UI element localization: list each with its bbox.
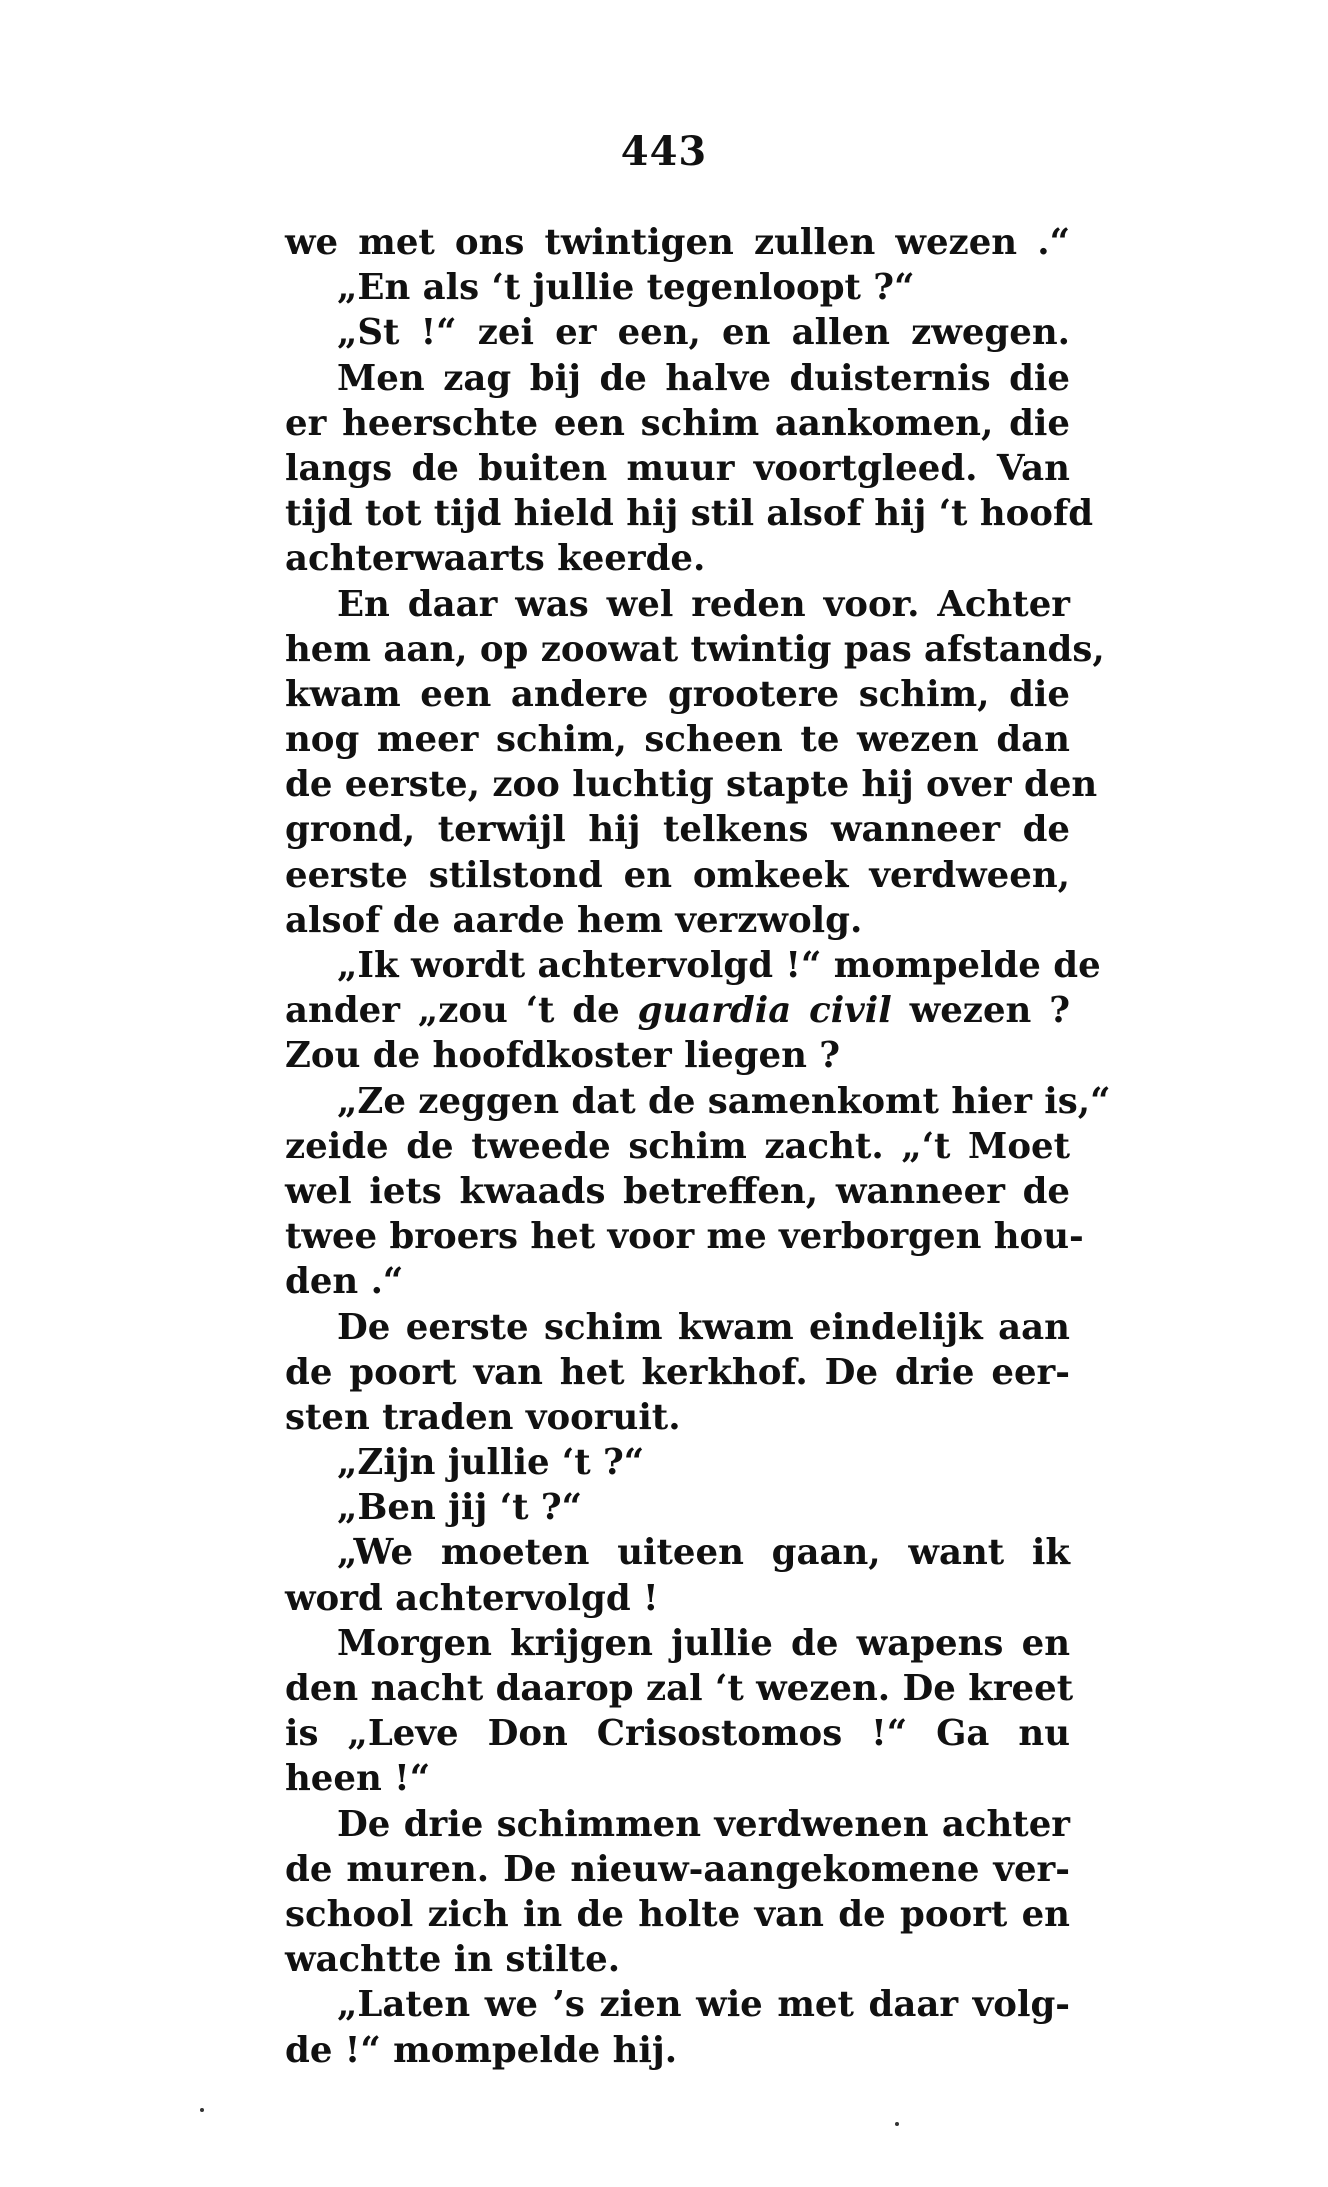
text-line-content: de poort van het kerkhof. De drie eer-	[285, 1351, 1070, 1393]
text-line-content: „Ik wordt achtervolgd !“ mompelde de	[337, 945, 1101, 986]
text-line-content: tijd tot tijd hield hij stil alsof hij ‘t hoofd	[285, 493, 1094, 535]
page-number: 443	[620, 128, 708, 175]
text-line-content: wachtte in stilte.	[285, 1939, 621, 1981]
text-line	[285, 1033, 1070, 1078]
text-line	[285, 401, 1070, 446]
text-line	[285, 582, 1070, 627]
text-line-content: ander „zou ‘t de	[285, 990, 638, 1032]
text-line-content: hem aan, op zoowat twintig pas afstands,	[285, 628, 1105, 670]
text-line	[285, 1530, 1070, 1575]
text-line	[285, 1259, 1070, 1304]
text-line-content: wezen ?	[891, 990, 1070, 1032]
text-line	[285, 1214, 1084, 1259]
text-line-content: er heerschte een schim aankomen, die	[285, 402, 1070, 444]
text-line-content: de eerste, zoo luchtig stapte hij over den	[285, 764, 1098, 806]
text-line-content: De eerste schim kwam eindelijk aan	[337, 1306, 1070, 1348]
text-line-content: is „Leve Don Crisostomos !“ Ga nu	[285, 1713, 1070, 1755]
text-line-content: En daar was wel reden voor. Achter	[337, 583, 1070, 625]
text-line-content: de muren. De nieuw-aangekomene ver-	[285, 1848, 1070, 1890]
text-line-content: „St !“ zei er een, en allen zwegen.	[337, 312, 1070, 354]
text-line	[285, 1576, 1070, 1621]
text-line	[285, 1982, 1070, 2027]
text-line-content: heen !“	[285, 1758, 431, 1800]
text-line	[285, 446, 1070, 491]
text-line	[285, 536, 1070, 581]
text-line	[285, 1124, 1070, 1169]
text-line	[285, 1485, 1070, 1530]
text-line-content: kwam een andere grootere schim, die	[285, 673, 1070, 715]
text-line	[285, 717, 1070, 762]
text-line-content: Men zag bij de halve duisternis die	[337, 357, 1070, 399]
italic-phrase: guardia civil	[637, 990, 892, 1032]
text-line	[285, 943, 1101, 988]
text-line-content: word achtervolgd !	[285, 1577, 659, 1619]
text-line-content: „Laten we ’s zien wie met daar volg-	[337, 1984, 1070, 2026]
text-line	[285, 1711, 1070, 1756]
text-line	[285, 1169, 1070, 1214]
print-speck	[895, 2122, 899, 2126]
text-line	[285, 2028, 1070, 2073]
text-line-content: eerste stilstond en omkeek verdween,	[285, 854, 1070, 896]
text-line	[285, 627, 1105, 672]
text-line-content: nog meer schim, scheen te wezen dan	[285, 719, 1070, 761]
text-line	[285, 1350, 1070, 1395]
text-line	[285, 988, 1070, 1033]
text-line-content: alsof de aarde hem verzwolg.	[285, 899, 863, 941]
text-line-content: „Ze zeggen dat de samenkomt hier is,“	[337, 1080, 1111, 1122]
text-line	[285, 1892, 1070, 1937]
text-line	[285, 1847, 1070, 1892]
text-line-content: wel iets kwaads betreffen, wanneer de	[285, 1170, 1070, 1212]
text-line-content: school zich in de holte van de poort en	[285, 1893, 1070, 1935]
text-line-content: den .“	[285, 1261, 404, 1303]
text-line-content: Morgen krijgen jullie de wapens en	[337, 1622, 1070, 1664]
text-line	[285, 1079, 1111, 1124]
body-text	[285, 220, 1111, 2073]
text-line-content: sten traden vooruit.	[285, 1396, 681, 1438]
text-line-content: we met ons twintigen zullen wezen .“	[285, 222, 1070, 263]
text-line	[285, 1802, 1070, 1847]
text-line	[285, 356, 1070, 401]
text-line-content: „En als ‘t jullie tegenloopt ?“	[337, 267, 915, 309]
text-line	[285, 491, 1094, 536]
text-line-content: den nacht daarop zal ‘t wezen. De kreet	[285, 1668, 1074, 1709]
text-line	[285, 1440, 1070, 1485]
text-line	[285, 853, 1070, 898]
text-line	[285, 1937, 1070, 1982]
text-line-content: „Ben jij ‘t ?“	[337, 1487, 583, 1529]
text-line	[285, 310, 1070, 355]
text-line-content: „We moeten uiteen gaan, want ik	[337, 1532, 1070, 1574]
text-line	[285, 807, 1070, 852]
text-line-content: langs de buiten muur voortgleed. Van	[285, 447, 1070, 489]
text-line-content: twee broers het voor me verborgen hou-	[285, 1216, 1084, 1258]
text-line	[285, 265, 1070, 310]
text-line-content: achterwaarts keerde.	[285, 538, 706, 580]
text-line	[285, 898, 1070, 943]
text-line	[285, 220, 1070, 265]
text-line-content: „Zijn jullie ‘t ?“	[337, 1442, 645, 1484]
text-line	[285, 762, 1098, 807]
print-speck	[200, 2108, 204, 2112]
text-line	[285, 1621, 1070, 1666]
text-line-content: grond, terwijl hij telkens wanneer de	[285, 809, 1070, 851]
text-line	[285, 672, 1070, 717]
text-line	[285, 1756, 1070, 1801]
text-line-content: Zou de hoofdkoster liegen ?	[285, 1035, 841, 1077]
text-line-content: De drie schimmen verdwenen achter	[337, 1803, 1070, 1845]
text-line	[285, 1666, 1074, 1711]
text-line-content: de !“ mompelde hij.	[285, 2029, 678, 2071]
text-line	[285, 1305, 1070, 1350]
text-line-content: zeide de tweede schim zacht. „‘t Moet	[285, 1125, 1070, 1167]
text-line	[285, 1395, 1070, 1440]
